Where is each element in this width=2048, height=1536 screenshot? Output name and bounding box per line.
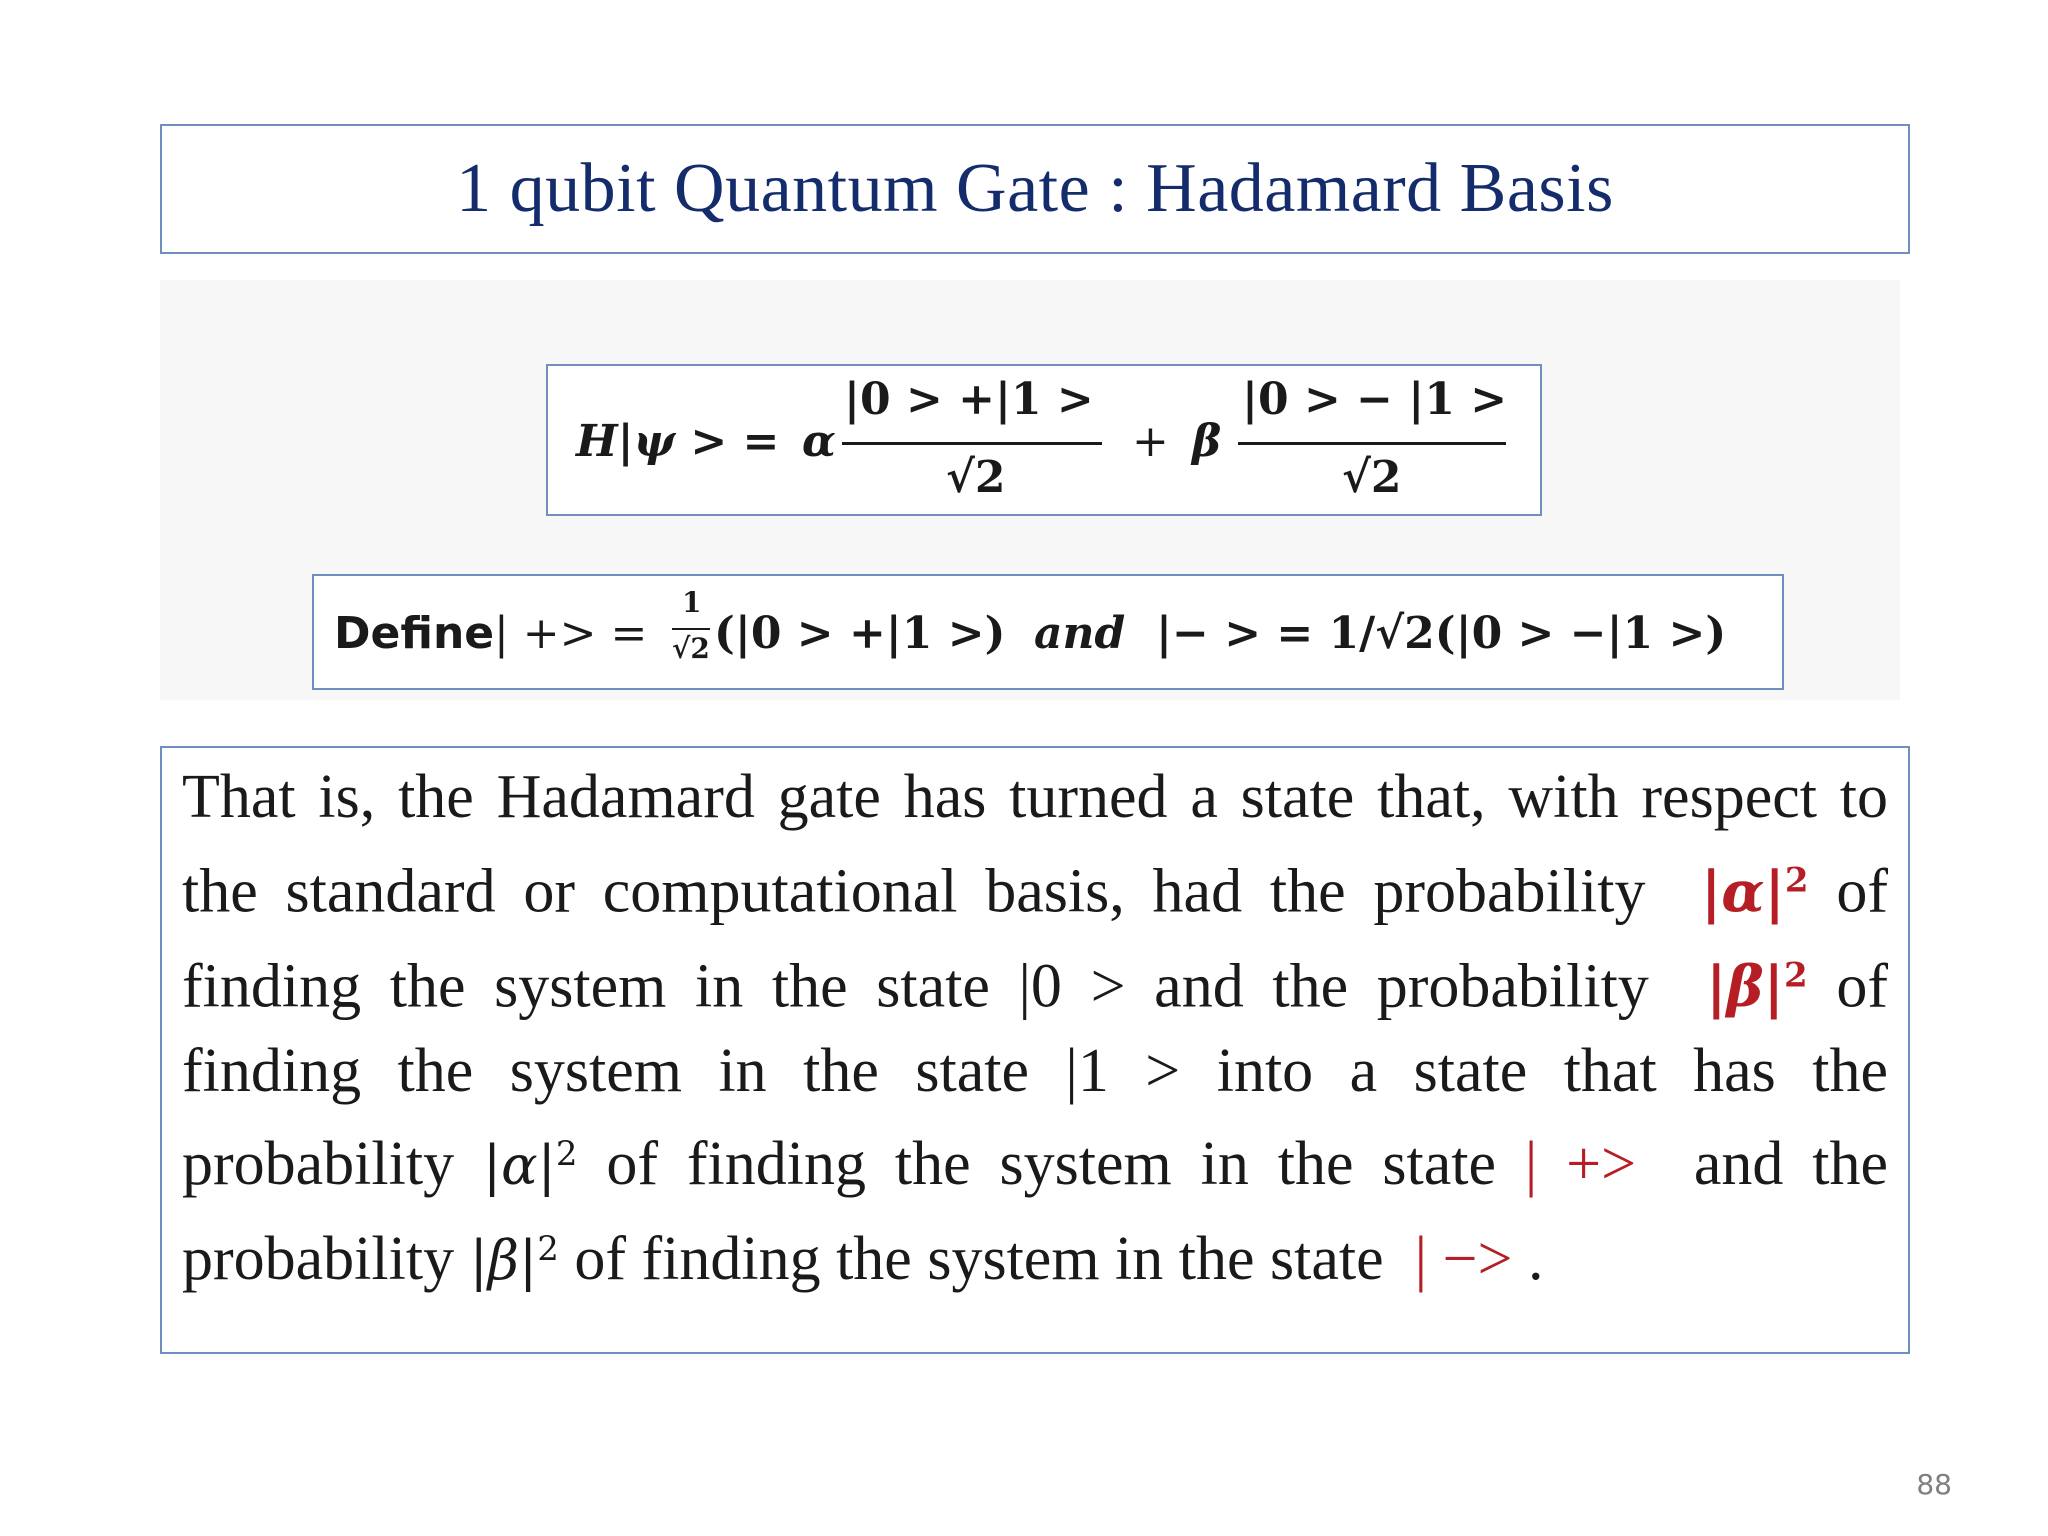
- paragraph-part-4: of finding the system in the state: [606, 1130, 1496, 1199]
- alpha-squared-2-exponent: 2: [555, 1134, 578, 1175]
- alpha-squared-base: |α|: [1701, 859, 1785, 926]
- fraction-2-bar: [1238, 442, 1506, 445]
- explanation-paragraph: [182, 756, 1888, 1302]
- definition-fraction-denominator: √2: [672, 632, 710, 665]
- plus-ket-highlight: | +>: [1524, 1130, 1637, 1199]
- fraction-1-denominator: √2: [946, 452, 1006, 503]
- fraction-1-numerator: |0 > +|1 >: [844, 374, 1094, 425]
- page-number: 88: [1916, 1468, 1952, 1501]
- alpha-squared-math: [483, 1134, 578, 1197]
- paragraph-period: .: [1527, 1224, 1544, 1293]
- paragraph-part-3: of finding the system in the state |1 > into a state that has the probability: [182, 952, 1889, 1199]
- definition-and: and: [1034, 608, 1126, 659]
- equation-plus: +: [1132, 416, 1169, 467]
- fraction-2-numerator: |0 > − |1 >: [1242, 374, 1508, 425]
- slide-title: 1 qubit Quantum Gate : Hadamard Basis: [456, 150, 1614, 227]
- beta-squared-2-base: |β|: [469, 1228, 538, 1292]
- alpha-squared-2-base: |α|: [482, 1134, 556, 1198]
- beta-squared-exponent: 2: [1784, 955, 1808, 996]
- equation-beta: β: [1192, 416, 1222, 467]
- beta-squared-base: |β|: [1706, 954, 1785, 1021]
- explanation-box: [160, 746, 1910, 1354]
- definition-fraction-bar: [672, 628, 710, 630]
- equation-lhs: H|ψ > =: [576, 416, 780, 467]
- alpha-squared-highlight: [1701, 859, 1809, 925]
- plus-state-expression: (|0 > +|1 >): [714, 608, 1006, 659]
- alpha-squared-exponent: 2: [1784, 860, 1809, 901]
- definition-fraction-numerator: 1: [682, 586, 702, 619]
- minus-ket-highlight: | −>: [1414, 1224, 1513, 1293]
- plus-state-definition: | +> =: [494, 608, 648, 659]
- beta-squared-2-exponent: 2: [537, 1228, 559, 1269]
- paragraph-part-6: of finding the system in the state: [574, 1224, 1384, 1293]
- paragraph-part-1: That is, the Hadamard gate has turned a state that, with respect to the standard or computational basis, had the probability: [182, 763, 1888, 926]
- definition-box: [312, 574, 1784, 690]
- definition-label: Define: [334, 608, 495, 659]
- beta-squared-highlight: [1706, 954, 1808, 1020]
- minus-state-definition: |− > = 1/√2(|0 > −|1 >): [1156, 608, 1727, 659]
- paragraph-part-5: and the probability: [182, 1130, 1889, 1293]
- equation-alpha: α: [802, 416, 836, 467]
- title-box: [160, 124, 1910, 254]
- hadamard-equation-box: [546, 364, 1542, 516]
- beta-squared-math: [470, 1229, 559, 1292]
- fraction-2-denominator: √2: [1342, 452, 1402, 503]
- fraction-1-bar: [842, 442, 1102, 445]
- paragraph-part-2: of finding the system in the state |0 > and the probability: [182, 857, 1889, 1021]
